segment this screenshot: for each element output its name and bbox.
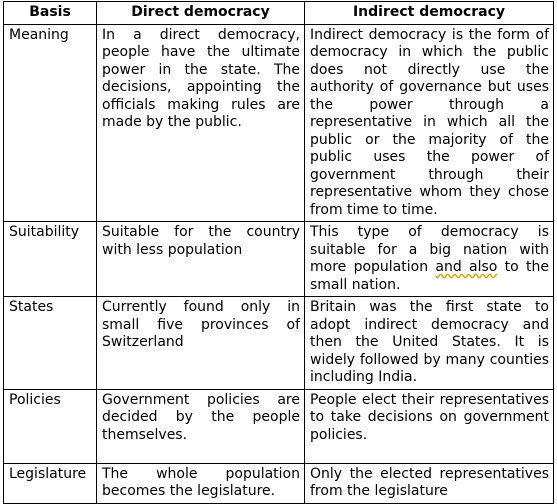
- indirect-text-start: This type of democracy is suitable for a big nation with more population: [310, 224, 549, 275]
- basis-cell: Policies: [4, 389, 97, 463]
- table-row-legislature: [4, 463, 554, 503]
- header-indirect-democracy: Indirect democracy: [305, 2, 554, 25]
- table-row-states: [4, 297, 554, 390]
- comparison-table: [3, 1, 554, 504]
- direct-cell: Government policies are decided by the people themselves.: [97, 389, 305, 463]
- table-row-meaning: [4, 24, 554, 222]
- basis-cell: States: [4, 297, 97, 390]
- header-row: [4, 2, 554, 25]
- basis-cell: Meaning: [4, 24, 97, 222]
- indirect-cell: Indirect democracy is the form of democracy in which the public does not directly use the authority of governance but uses the power through a representative in which all the public or the majority of the public uses the power of government through their representative whom they chose from time to time.: [305, 24, 554, 222]
- indirect-cell: Only the elected representatives from the legislature: [305, 463, 554, 503]
- indirect-cell: Britain was the first state to adopt indirect democracy and then the United States. It is widely followed by many counties including India.: [305, 297, 554, 390]
- direct-cell: In a direct democracy, people have the ultimate power in the state. The decisions, appointing the officials making rules are made by the public.: [97, 24, 305, 222]
- indirect-cell: [305, 222, 554, 297]
- header-direct-democracy: Direct democracy: [97, 2, 305, 25]
- basis-cell: Legislature: [4, 463, 97, 503]
- header-basis: Basis: [4, 2, 97, 25]
- table-row-suitability: [4, 222, 554, 297]
- indirect-cell: People elect their representatives to take decisions on government policies.: [305, 389, 554, 463]
- spellcheck-marked-text: and also: [435, 259, 498, 275]
- direct-cell: Suitable for the country with less population: [97, 222, 305, 297]
- indirect-text-end: to the small nation.: [310, 259, 549, 293]
- direct-cell: Currently found only in small five provinces of Switzerland: [97, 297, 305, 390]
- table-row-policies: [4, 389, 554, 463]
- basis-cell: Suitability: [4, 222, 97, 297]
- direct-cell: The whole population becomes the legislature.: [97, 463, 305, 503]
